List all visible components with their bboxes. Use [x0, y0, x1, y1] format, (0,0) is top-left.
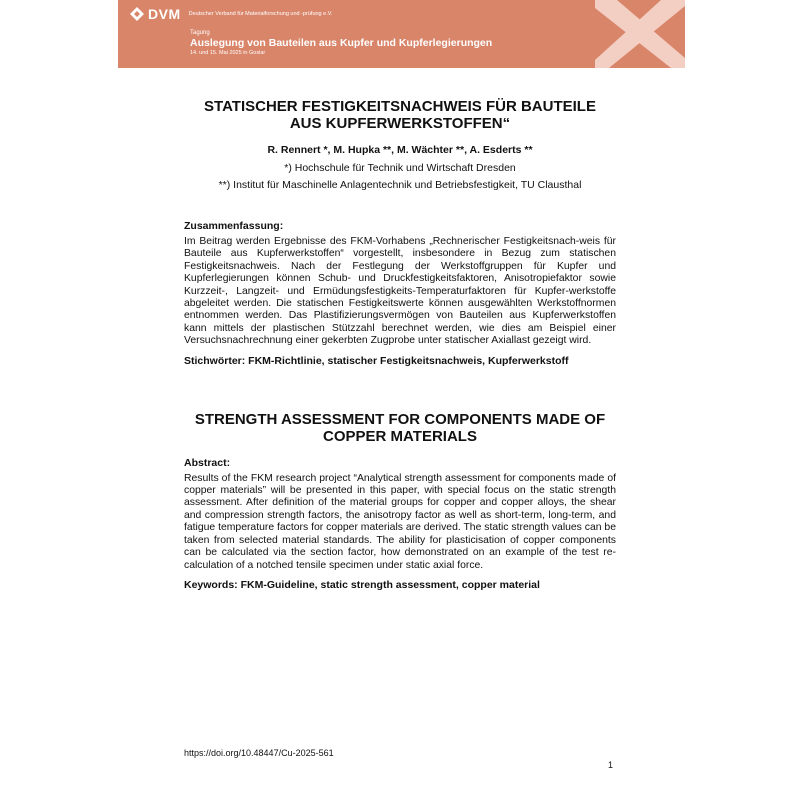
english-title-line2: COPPER MATERIALS: [323, 427, 477, 445]
german-title-line1: STATISCHER FESTIGKEITSNACHWEIS FÜR BAUTEILE: [204, 98, 596, 115]
conference-date: 14. und 15. Mai 2025 in Goslar: [190, 50, 266, 56]
affiliation-1: *) Hochschule für Technik und Wirtschaft Dresden: [284, 162, 516, 174]
conference-info: [190, 29, 492, 57]
affiliation-2: **) Institut für Maschinelle Anlagentechnik und Betriebsfestigkeit, TU Clausthal: [218, 179, 582, 191]
logo-text: DVM: [148, 6, 181, 22]
german-title: [184, 98, 616, 132]
dvm-logo: [130, 6, 332, 22]
main-content: [184, 98, 616, 591]
english-keywords: Keywords: FKM-Guideline, static strength assessment, copper material: [184, 578, 540, 591]
doi-link[interactable]: https://doi.org/10.48447/Cu-2025-561: [184, 748, 334, 758]
german-abstract-text: Im Beitrag werden Ergebnisse des FKM-Vorhabens „Rechnerischer Festigkeitsnach-weis für Bauteile aus Kupferwerkstoffen“ vorgestellt, insbesondere in Bezug zum statischen Festigkeitsnachweis. Nach der Festlegung der Werkstoffgruppen für Kupfer und Kupferlegierungen können Schub- und Druckfestigkeitsfaktoren, Anisotropiefaktor sowie Kurzzeit-, Langzeit- und Ermüdungsfestigkeits-Temperaturfaktoren für Kupfer-werkstoffe abgeleitet werden. Die statischen Festigkeitswerte können ausgewählten Werkstoffnormen entnommen werden. Das Plastifizierungsvermögen von Bauteilen aus Kupferwerkstoffen kann mittels der plastischen Stützzahl berechnet werden, wie dies am Beispiel einer Versuchsnachrechnung einer gekerbten Zugprobe unter statischer Axiallast gezeigt wird.: [184, 236, 616, 347]
english-abstract-heading: Abstract:: [184, 456, 231, 469]
dvm-logo-icon: [130, 7, 144, 21]
english-title-line1: STRENGTH ASSESSMENT FOR COMPONENTS MADE OF: [194, 410, 606, 428]
english-title: [184, 411, 616, 445]
german-keywords: Stichwörter: FKM-Richtlinie, statischer Festigkeitsnachweis, Kupferwerkstoff: [184, 354, 569, 367]
decorative-cross-icon: [595, 0, 685, 68]
conference-label: Tagung: [190, 30, 210, 36]
english-abstract-text: Results of the FKM research project “Analytical strength assessment for components made of copper materials” will be presented in this paper, with special focus on the static strength assessment. After definition of the material groups for copper and copper alloys, the shear and compression strength factors, the anisotropy factor as well as short-term, long-term, and fatigue temperature factors for copper materials are derived. The static strength values can be taken from selected material standards. The ability for plasticisation of copper components can be calculated via the section factor, how demonstrated on an example of the test re-calculation of a notched tensile specimen under static axial force.: [184, 472, 616, 571]
conference-title: Auslegung von Bauteilen aus Kupfer und Kupferlegierungen: [190, 37, 493, 49]
authors: R. Rennert *, M. Hupka **, M. Wächter **, A. Esderts **: [267, 144, 533, 156]
header-banner: [118, 0, 685, 68]
german-abstract-heading: Zusammenfassung:: [184, 220, 284, 232]
german-title-line2: AUS KUPFERWERKSTOFFEN“: [289, 115, 511, 132]
org-name: Deutscher Verband für Materialforschung und -prüfung e.V.: [188, 11, 333, 17]
page-number: 1: [608, 760, 614, 770]
